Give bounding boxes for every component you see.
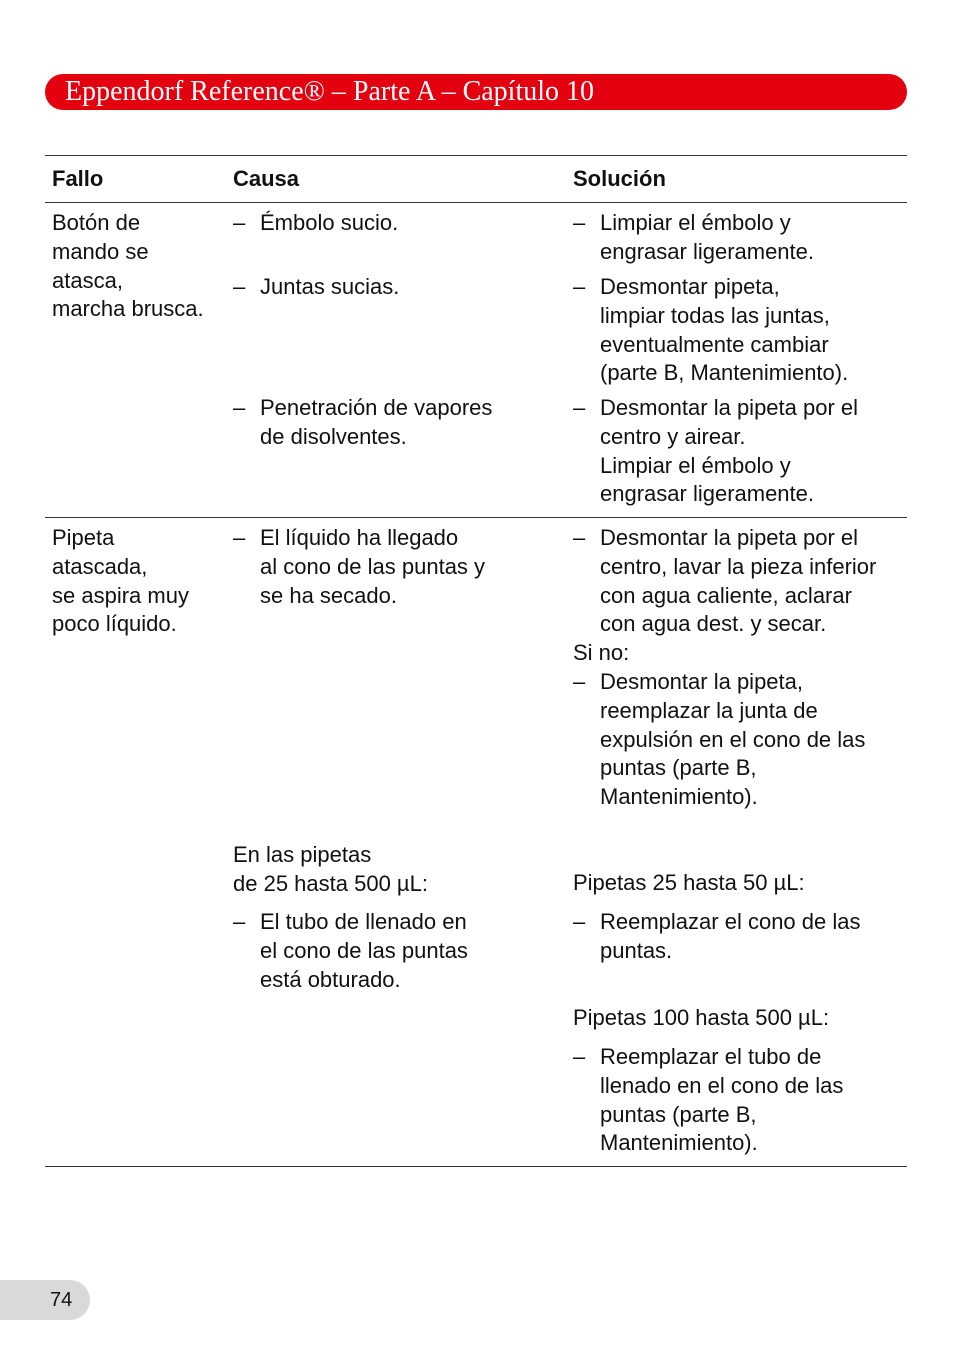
header-solution: Solución xyxy=(573,166,666,191)
note-pipettes-small: Pipetas 25 hasta 50 µL: xyxy=(573,870,805,895)
cause-row1-2: Juntas sucias. xyxy=(260,274,400,299)
solution-row2-large: Reemplazar el tubo de llenado en el cono de las puntas (parte B, Mantenimiento). xyxy=(600,1044,844,1156)
dash: – xyxy=(573,909,586,934)
solution-row1-1: Limpiar el émbolo y engrasar ligeramente. xyxy=(600,210,815,264)
dash: – xyxy=(573,1044,586,1069)
header-cause: Causa xyxy=(233,166,300,191)
dash: – xyxy=(233,210,246,235)
table-bottom-rule xyxy=(45,1166,907,1167)
solution-row1-2: Desmontar pipeta, limpiar todas las juntas, eventualmente cambiar (parte B, Mantenimiento). xyxy=(600,274,849,386)
solution-row2-1: Desmontar la pipeta por el centro, lavar la pieza inferior con agua caliente, aclarar con agua dest. y secar. xyxy=(600,525,877,637)
dash: – xyxy=(233,525,246,550)
cause-note-pipettes: En las pipetas de 25 hasta 500 µL: xyxy=(233,842,428,896)
si-no-label: Si no: xyxy=(573,640,630,665)
solution-row2-small: Reemplazar el cono de las puntas. xyxy=(600,909,861,963)
page-number: 74 xyxy=(50,1289,73,1311)
cause-row1-1: Émbolo sucio. xyxy=(260,210,399,235)
dash: – xyxy=(573,210,586,235)
cause-row2-2: El tubo de llenado en el cono de las puntas está obturado. xyxy=(260,909,468,992)
dash: – xyxy=(233,909,246,934)
fault-row-2: Pipeta atascada, se aspira muy poco líquido. xyxy=(52,525,189,637)
table-top-rule xyxy=(45,155,907,156)
fault-row-1: Botón de mando se atasca, marcha brusca. xyxy=(52,210,204,322)
dash: – xyxy=(573,669,586,694)
dash: – xyxy=(573,525,586,550)
dash: – xyxy=(573,274,586,299)
solution-row1-3: Desmontar la pipeta por el centro y airear. Limpiar el émbolo y engrasar ligeramente. xyxy=(600,395,859,507)
chapter-banner xyxy=(45,74,907,110)
note-pipettes-large: Pipetas 100 hasta 500 µL: xyxy=(573,1005,830,1030)
header-fault: Fallo xyxy=(52,166,104,191)
solution-row2-alt: Desmontar la pipeta, reemplazar la junta de expulsión en el cono de las puntas (parte B, Mantenimiento). xyxy=(600,669,866,810)
cause-row2-1: El líquido ha llegado al cono de las puntas y se ha secado. xyxy=(260,525,486,608)
dash: – xyxy=(573,395,586,420)
cause-row1-3: Penetración de vapores de disolventes. xyxy=(260,395,493,449)
header-rule xyxy=(45,202,907,203)
page-number-tab xyxy=(0,1280,90,1320)
row-rule xyxy=(45,517,907,518)
dash: – xyxy=(233,395,246,420)
chapter-title: Eppendorf Reference® – Parte A – Capítulo 10 xyxy=(65,76,595,107)
dash: – xyxy=(233,274,246,299)
